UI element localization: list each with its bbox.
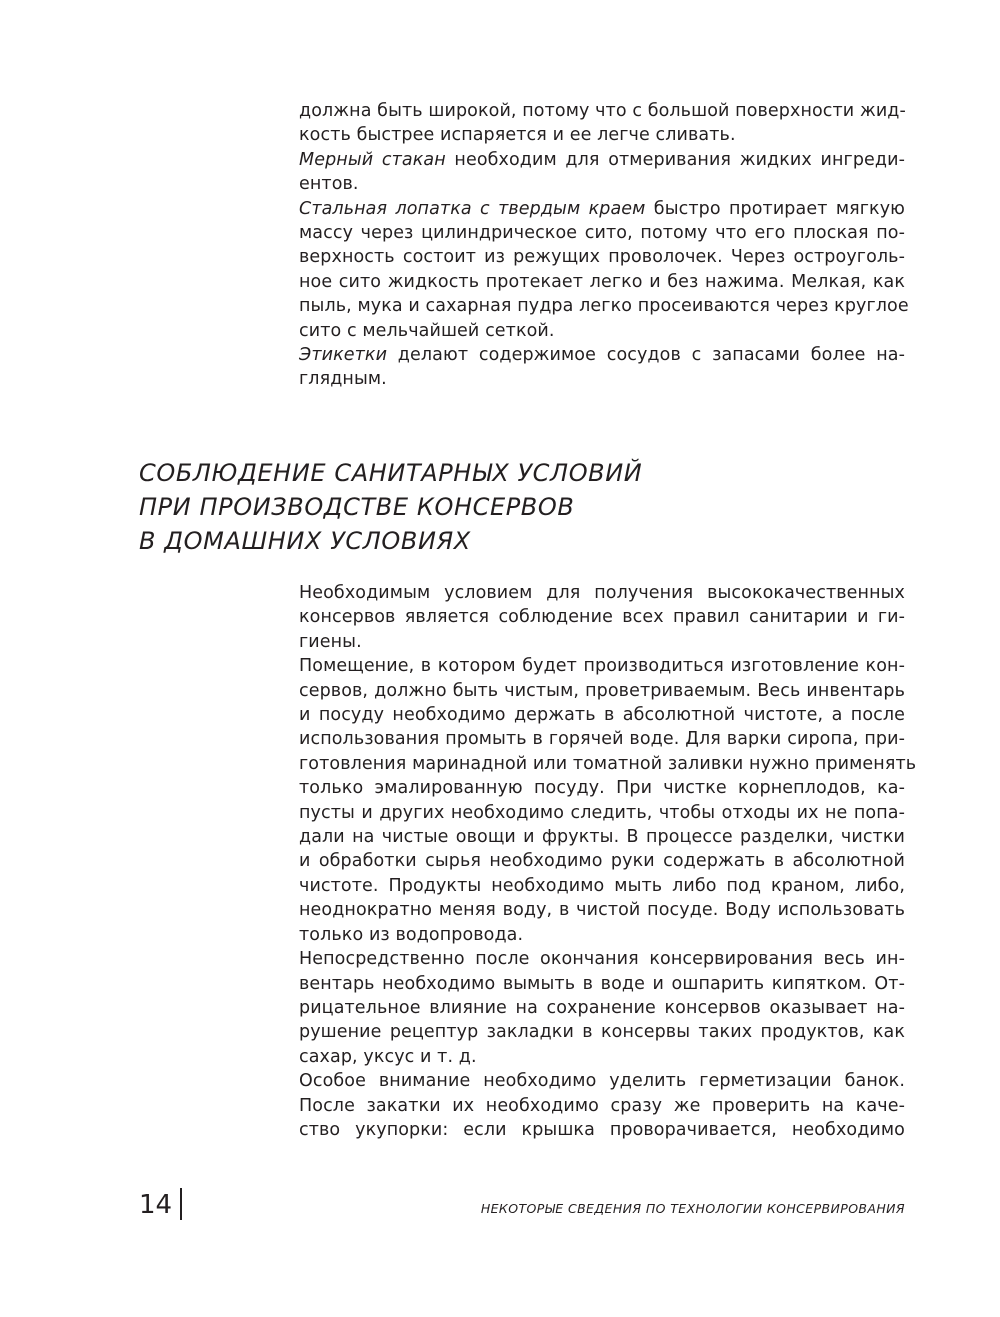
- text-line: и посуду необходимо держать в абсолютной чистоте, а после: [299, 705, 905, 726]
- paragraph: [299, 197, 909, 343]
- text-line: Помещение, в котором будет производиться изготовление кон-: [299, 656, 905, 677]
- text-line: вентарь необходимо вымыть в воде и ошпарить кипятком. От-: [299, 973, 905, 994]
- section-heading: [139, 456, 642, 558]
- text-line: кость быстрее испаряется и ее легче сливать.: [299, 125, 736, 146]
- text-line: После закатки их необходимо сразу же проверить на каче-: [299, 1095, 905, 1116]
- text-line: [299, 197, 905, 221]
- text-line: Непосредственно после окончания консервирования весь ин-: [299, 949, 905, 970]
- paragraph: [299, 99, 905, 148]
- footer-divider: [180, 1188, 182, 1220]
- text-line: ентов.: [299, 174, 359, 195]
- text-line: сахар, уксус и т. д.: [299, 1046, 477, 1067]
- heading-line: В ДОМАШНИХ УСЛОВИЯХ: [139, 527, 471, 555]
- text-line: ное сито жидкость протекает легко и без нажима. Мелкая, как: [299, 271, 905, 292]
- text-line: пусты и других необходимо следить, чтобы отходы их не попа-: [299, 802, 905, 823]
- text-line: [299, 148, 905, 172]
- heading-line: СОБЛЮДЕНИЕ САНИТАРНЫХ УСЛОВИЙ: [139, 459, 643, 487]
- running-title: НЕКОТОРЫЕ СВЕДЕНИЯ ПО ТЕХНОЛОГИИ КОНСЕРВИРОВАНИЯ: [480, 1201, 905, 1216]
- text-line: использования промыть в горячей воде. Для варки сиропа, при-: [299, 729, 905, 750]
- text-fragment: быстро протирает мягкую: [645, 198, 906, 219]
- text-line: верхность состоит из режущих проволочек. Через остроуголь-: [299, 247, 905, 268]
- text-line: только эмалированную посуду. При чистке корнеплодов, ка-: [299, 778, 905, 799]
- text-line: рушение рецептур закладки в консервы таких продуктов, как: [299, 1022, 905, 1043]
- text-line: Необходимым условием для получения высококачественных: [299, 583, 905, 603]
- text-fragment: необходим для отмеривания жидких ингреди-: [445, 149, 905, 170]
- text-line: ство укупорки: если крышка проворачивается, необходимо: [299, 1119, 905, 1140]
- page-number: 14: [139, 1190, 173, 1220]
- paragraph: [299, 947, 905, 1069]
- body-text-section: [299, 581, 917, 1142]
- text-line: пыль, мука и сахарная пудра легко просеиваются через круглое: [299, 296, 909, 317]
- text-line: неоднократно меняя воду, в чистой посуде. Воду использовать: [299, 900, 905, 921]
- heading-line: ПРИ ПРОИЗВОДСТВЕ КОНСЕРВОВ: [139, 493, 575, 521]
- top-text-section: [299, 99, 909, 392]
- italic-term: Стальная лопатка с твердым краем: [299, 198, 646, 219]
- text-line: [299, 343, 905, 367]
- text-line: должна быть широкой, потому что с большой поверхности жид-: [299, 101, 906, 121]
- paragraph: [299, 1069, 905, 1142]
- paragraph: [299, 654, 917, 947]
- paragraph: [299, 343, 905, 392]
- text-line: дали на чистые овощи и фрукты. В процессе разделки, чистки: [299, 827, 905, 848]
- text-line: сервов, должно быть чистым, проветриваемым. Весь инвентарь: [299, 680, 905, 701]
- text-line: Особое внимание необходимо уделить герметизации банок.: [299, 1071, 905, 1092]
- text-line: чистоте. Продукты необходимо мыть либо под краном, либо,: [299, 875, 905, 896]
- text-line: глядным.: [299, 369, 387, 390]
- text-line: и обработки сырья необходимо руки содержать в абсолютной: [299, 851, 905, 872]
- text-line: массу через цилиндрическое сито, потому что его плоская по-: [299, 223, 905, 244]
- text-line: консервов является соблюдение всех правил санитарии и ги-: [299, 607, 905, 628]
- text-fragment: делают содержимое сосудов с запасами более на-: [387, 345, 905, 366]
- italic-term: Этикетки: [299, 345, 388, 366]
- paragraph: [299, 148, 905, 197]
- paragraph: [299, 581, 905, 654]
- text-line: гиены.: [299, 631, 362, 652]
- text-line: только из водопровода.: [299, 924, 524, 945]
- text-line: рицательное влияние на сохранение консервов оказывает на-: [299, 997, 905, 1018]
- text-line: сито с мельчайшей сеткой.: [299, 320, 555, 341]
- italic-term: Мерный стакан: [299, 149, 446, 170]
- text-line: готовления маринадной или томатной заливки нужно применять: [299, 753, 917, 774]
